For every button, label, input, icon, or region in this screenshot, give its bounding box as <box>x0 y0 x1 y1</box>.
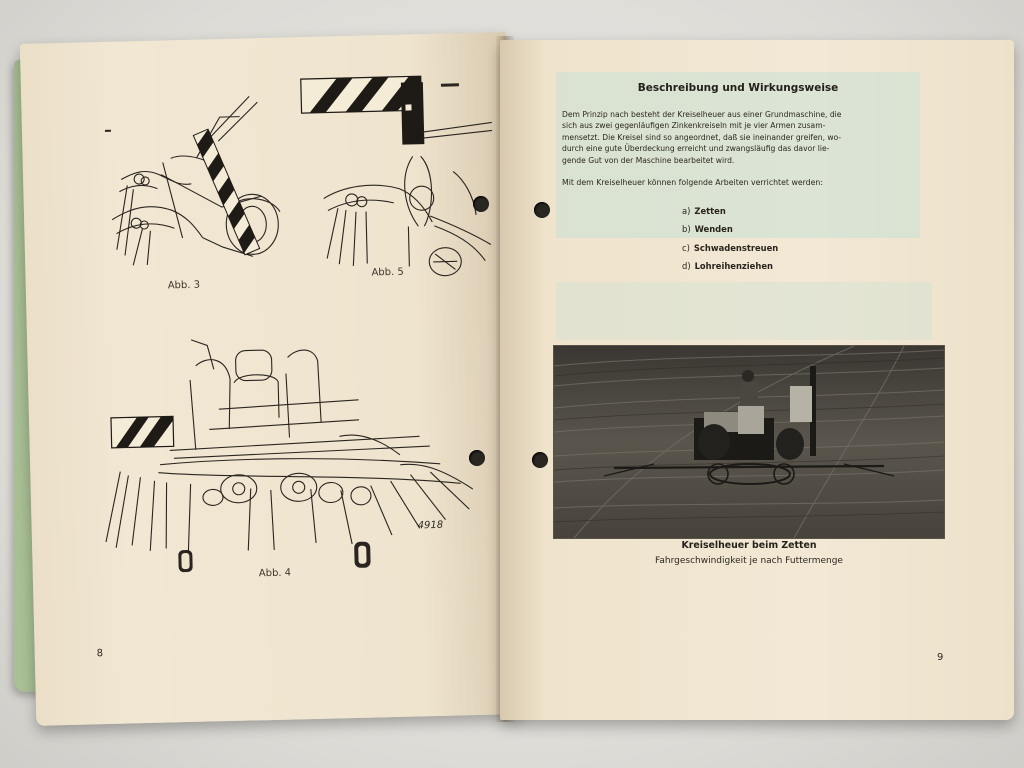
left-page-number: 8 <box>96 648 104 660</box>
paragraph-line: mensetzt. Die Kreisel sind so angeordnet, daß sie ineinander greifen, wo- <box>562 132 842 142</box>
tasks-intro: Mit dem Kreiselheuer können folgende Arbeiten verrichtet werden: <box>562 178 823 187</box>
punch-hole <box>473 196 489 212</box>
punch-hole <box>534 202 550 218</box>
list-label: Zetten <box>694 206 726 216</box>
paragraph-line: durch eine gute Überdeckung erreicht und zwangsläufig das davor lie- <box>562 144 830 154</box>
figure-5-caption: Abb. 5 <box>371 266 404 279</box>
list-item <box>682 257 778 275</box>
paragraph-line: Dem Prinzip nach besteht der Kreiselheuer aus einer Grundmaschine, die <box>562 110 842 119</box>
paragraph-line: gende Gut von der Maschine bearbeitet wird. <box>562 155 735 165</box>
faint-tint-box <box>556 282 932 340</box>
list-label: Schwadenstreuen <box>693 242 779 253</box>
right-page-number: 9 <box>937 652 944 663</box>
figure-4-caption: Abb. 4 <box>258 567 292 580</box>
task-list <box>682 202 778 276</box>
section-heading: Beschreibung und Wirkungsweise <box>637 82 839 94</box>
list-item <box>682 220 778 238</box>
punch-hole <box>532 452 548 468</box>
list-marker: a) <box>682 206 691 216</box>
list-marker: c) <box>682 242 690 253</box>
list-label: Lohreihenziehen <box>694 261 773 272</box>
figure-3-caption: Abb. 3 <box>167 279 201 292</box>
figure-5-illustration <box>301 74 496 269</box>
left-page <box>20 32 523 726</box>
description-paragraph <box>562 109 904 166</box>
tractor-photo <box>554 346 944 538</box>
figure-number: 4918 <box>417 519 444 532</box>
list-item <box>682 202 778 220</box>
list-item <box>682 239 778 257</box>
photo-caption-text: Fahrgeschwindigkeit je nach Futtermenge <box>655 556 843 566</box>
figure-4-illustration <box>97 333 483 572</box>
photo-caption-title: Kreiselheuer beim Zetten <box>681 540 817 551</box>
paragraph-line: sich aus zwei gegenläufigen Zinkenkreiseln mit je vier Armen zusam- <box>562 121 826 131</box>
list-marker: d) <box>682 261 691 272</box>
punch-hole <box>469 450 485 466</box>
figure-3-illustration <box>99 96 283 270</box>
list-marker: b) <box>682 224 691 235</box>
list-label: Wenden <box>694 224 733 235</box>
